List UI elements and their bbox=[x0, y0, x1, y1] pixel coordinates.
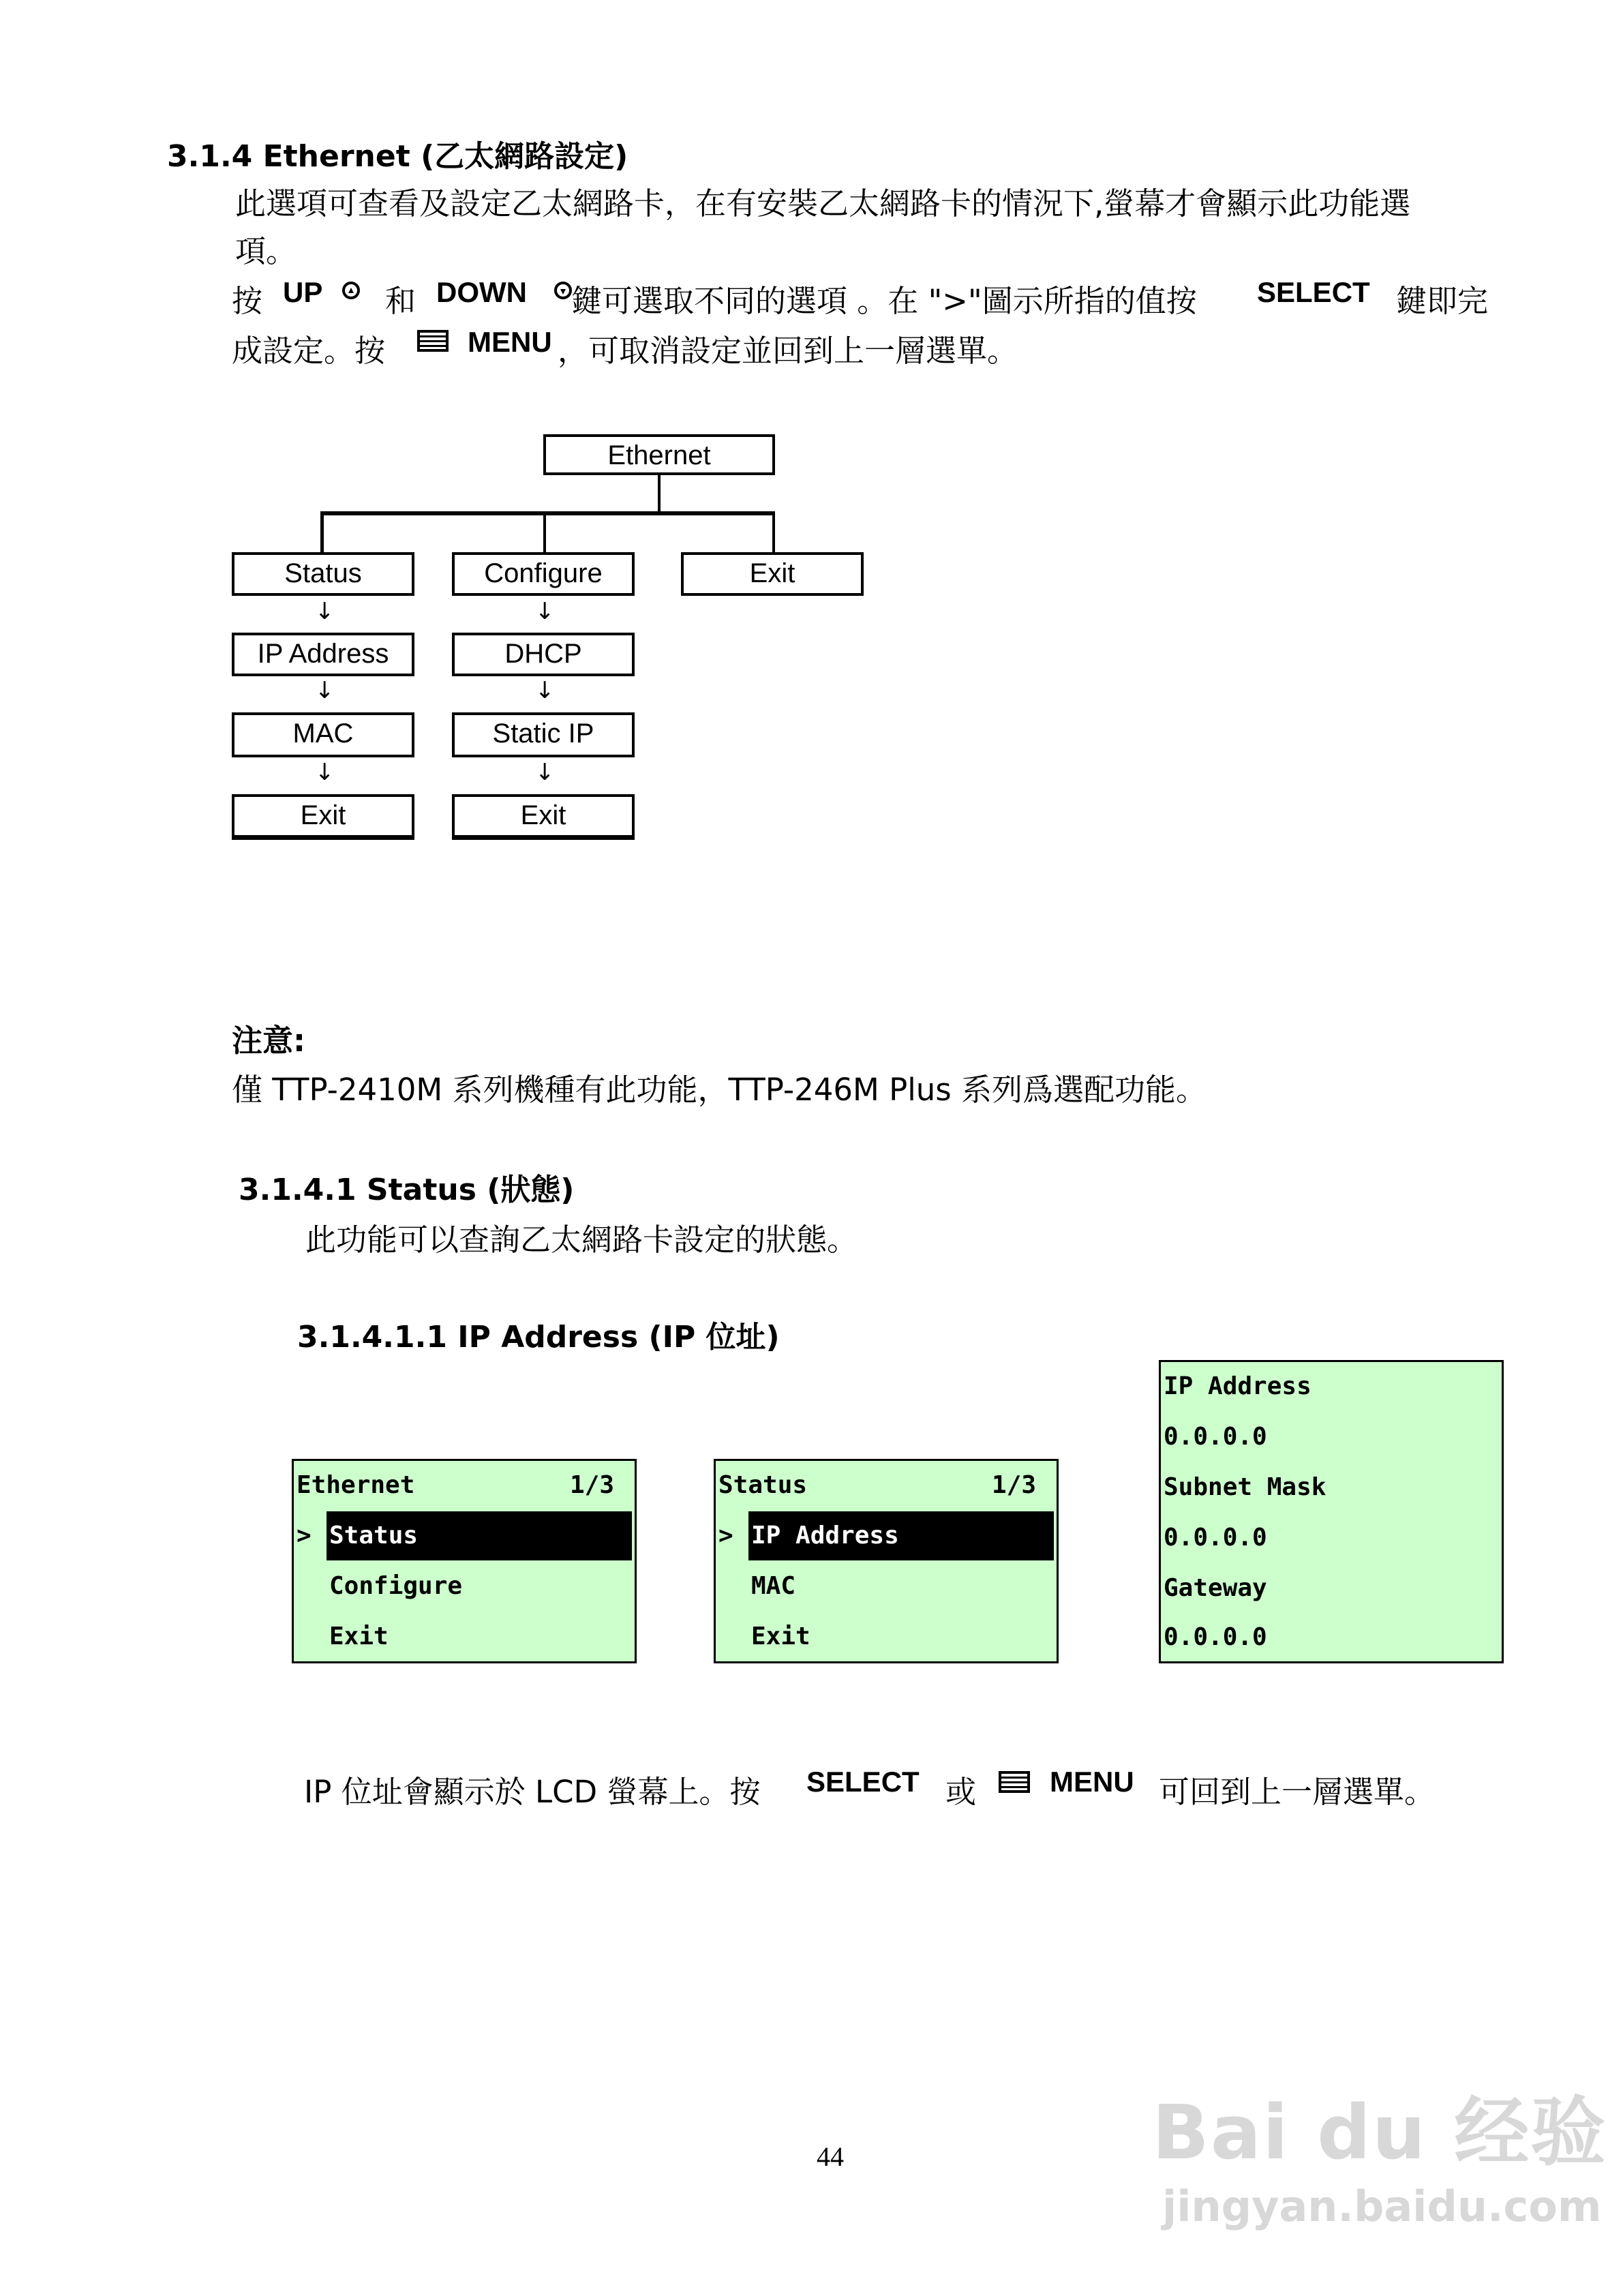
up-arrow-icon bbox=[342, 282, 360, 299]
lcd-title: Ethernet bbox=[297, 1471, 415, 1499]
section-heading: 3.1.4 Ethernet (乙太網路設定) bbox=[167, 139, 628, 174]
and-label: 和 bbox=[385, 283, 416, 319]
down-key-label: DOWN bbox=[436, 276, 527, 308]
lcd-page-indicator: 1/3 bbox=[991, 1471, 1036, 1499]
bottom-text-end: 可回到上一層選單。 bbox=[1159, 1774, 1436, 1810]
bottom-or-label: 或 bbox=[945, 1774, 977, 1810]
intro-line-1: 此選項可查看及設定乙太網路卡，在有安裝乙太網路卡的情況下,螢幕才會顯示此功能選 bbox=[235, 185, 1411, 222]
press-label: 按 bbox=[232, 283, 263, 319]
nav-line2-start: 成設定。按 bbox=[232, 333, 386, 369]
lcd-ip-info bbox=[1159, 1360, 1504, 1663]
lcd-ip-value: 0.0.0.0 bbox=[1164, 1423, 1267, 1451]
select-key-label: SELECT bbox=[1257, 276, 1370, 308]
lcd-ip-label: IP Address bbox=[1164, 1372, 1311, 1400]
lcd-menu-row bbox=[718, 1511, 1054, 1560]
tree-node-configure-exit: Exit bbox=[452, 794, 635, 840]
lcd-item-ip-address: IP Address bbox=[748, 1511, 1054, 1560]
bottom-select-key-label: SELECT bbox=[806, 1766, 920, 1798]
lcd-item-mac: MAC bbox=[751, 1572, 796, 1600]
nav-line2-end: ，可取消設定並回到上一層選單。 bbox=[558, 333, 1018, 369]
bottom-menu-key-label: MENU bbox=[1050, 1766, 1134, 1798]
status-description: 此功能可以查詢乙太網路卡設定的狀態。 bbox=[305, 1222, 858, 1258]
menu-icon bbox=[999, 1771, 1030, 1793]
tree-arrow-down: ↓ bbox=[315, 677, 335, 704]
lcd-title-row bbox=[718, 1461, 1054, 1510]
tree-arrow-down: ↓ bbox=[315, 759, 335, 786]
nav-end-text: 鍵即完 bbox=[1396, 283, 1489, 319]
tree-connector bbox=[543, 511, 546, 554]
tree-node-mac: MAC bbox=[232, 712, 414, 757]
tree-node-dhcp: DHCP bbox=[452, 633, 635, 676]
tree-node-configure: Configure bbox=[452, 552, 635, 596]
lcd-page-indicator: 1/3 bbox=[569, 1471, 614, 1499]
tree-connector bbox=[320, 511, 775, 515]
lcd-gateway-value: 0.0.0.0 bbox=[1164, 1623, 1267, 1651]
menu-key-label: MENU bbox=[468, 326, 552, 358]
lcd-gateway-label: Gateway bbox=[1164, 1574, 1267, 1602]
tree-node-exit: Exit bbox=[681, 552, 864, 596]
lcd-item-status: Status bbox=[327, 1511, 632, 1560]
lcd-status-menu bbox=[714, 1459, 1059, 1663]
tree-arrow-down: ↓ bbox=[535, 677, 555, 704]
note-text: 僅 TTP-2410M 系列機種有此功能，TTP-246M Plus 系列爲選配功能。 bbox=[232, 1072, 1207, 1108]
up-key-label: UP bbox=[283, 276, 323, 308]
tree-node-status-exit: Exit bbox=[232, 794, 414, 840]
down-arrow-icon bbox=[554, 282, 572, 299]
tree-root-ethernet: Ethernet bbox=[543, 434, 775, 475]
lcd-ethernet-menu bbox=[292, 1459, 637, 1663]
tree-node-static-ip: Static IP bbox=[452, 712, 635, 757]
tree-node-ip-address: IP Address bbox=[232, 633, 414, 676]
tree-connector bbox=[772, 511, 775, 554]
baidu-watermark-logo: Bai du 经验 bbox=[1152, 2089, 1607, 2176]
lcd-item-exit: Exit bbox=[329, 1622, 389, 1650]
lcd-menu-row bbox=[297, 1511, 632, 1560]
nav-mid-text: 鍵可選取不同的選項 。在 ">"圖示所指的值按 bbox=[571, 283, 1197, 319]
lcd-subnet-value: 0.0.0.0 bbox=[1164, 1524, 1267, 1552]
tree-arrow-down: ↓ bbox=[315, 598, 335, 625]
menu-icon bbox=[417, 330, 449, 352]
lcd-subnet-label: Subnet Mask bbox=[1164, 1473, 1326, 1501]
lcd-item-exit: Exit bbox=[751, 1622, 810, 1650]
intro-line-2: 項。 bbox=[235, 233, 297, 269]
lcd-cursor: > bbox=[718, 1522, 733, 1550]
note-title: 注意: bbox=[232, 1023, 305, 1059]
status-heading: 3.1.4.1 Status (狀態) bbox=[239, 1173, 575, 1207]
tree-connector bbox=[658, 475, 661, 513]
lcd-title-row bbox=[297, 1461, 632, 1510]
page-number: 44 bbox=[817, 2141, 844, 2172]
tree-node-status: Status bbox=[232, 552, 414, 596]
baidu-watermark-url: jingyan.baidu.com bbox=[1162, 2181, 1602, 2231]
lcd-cursor: > bbox=[297, 1522, 312, 1550]
tree-arrow-down: ↓ bbox=[535, 759, 555, 786]
lcd-item-configure: Configure bbox=[329, 1572, 463, 1600]
tree-arrow-down: ↓ bbox=[535, 598, 555, 625]
lcd-title: Status bbox=[718, 1471, 808, 1499]
ip-address-heading: 3.1.4.1.1 IP Address (IP 位址) bbox=[297, 1320, 780, 1355]
bottom-text-start: IP 位址會顯示於 LCD 螢幕上。按 bbox=[304, 1774, 761, 1810]
tree-connector bbox=[320, 511, 324, 554]
